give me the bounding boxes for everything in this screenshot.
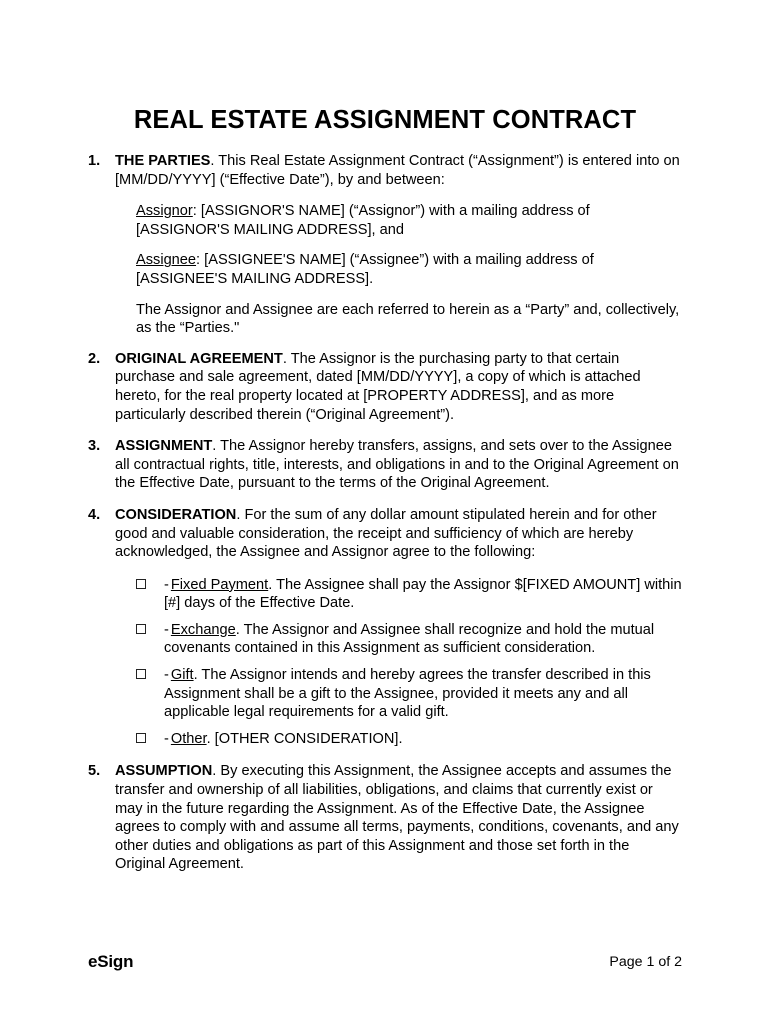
clause-heading: ORIGINAL AGREEMENT bbox=[115, 350, 283, 367]
consideration-option-exchange[interactable] bbox=[136, 621, 682, 658]
option-label: Gift bbox=[170, 667, 194, 684]
option-dash: - bbox=[164, 667, 169, 684]
option-label: Exchange bbox=[170, 621, 236, 638]
checkbox-icon[interactable] bbox=[136, 733, 146, 743]
checkbox-icon[interactable] bbox=[136, 669, 146, 679]
clause-number: 4. bbox=[88, 506, 101, 523]
clause-number: 2. bbox=[88, 350, 101, 367]
clause-assignment bbox=[88, 437, 682, 493]
clause-assumption bbox=[88, 762, 682, 874]
option-label: Other bbox=[170, 730, 207, 747]
assignor-text: : [ASSIGNOR'S NAME] (“Assignor”) with a mailing address of [ASSIGNOR'S MAILING ADDRESS], and bbox=[136, 203, 590, 238]
clause-original-agreement bbox=[88, 350, 682, 424]
page-footer bbox=[88, 950, 682, 974]
option-dash: - bbox=[164, 576, 169, 593]
document-body bbox=[88, 152, 682, 874]
assignee-label: Assignee bbox=[136, 252, 197, 269]
checkbox-icon[interactable] bbox=[136, 624, 146, 634]
clause-consideration bbox=[88, 506, 682, 562]
clause-text: . The Assignor hereby transfers, assigns, and sets over to the Assignee all contractual rights, title, interests, and obligations in and to the Original Agreement on the Effective Date, pursuant to the terms of the Original Agreement. bbox=[115, 438, 679, 492]
option-text: . [OTHER CONSIDERATION]. bbox=[206, 730, 403, 747]
clause-number: 1. bbox=[88, 153, 101, 169]
clause-text: . The Assignor is the purchasing party to that certain purchase and sale agreement, dated [MM/DD/YYYY], a copy of which is attached hereto, for the real property located at [PROPERTY ADDRESS], and as more particularly described therein (“Original Agreement”). bbox=[115, 350, 641, 423]
clause-heading: THE PARTIES bbox=[115, 153, 211, 169]
collective-parties-paragraph: The Assignor and Assignee are each referred to herein as a “Party” and, collectively, as the “Parties." bbox=[136, 301, 680, 337]
clause-number: 5. bbox=[88, 763, 101, 780]
clause-text: . By executing this Assignment, the Assignee accepts and assumes the transfer and ownership of all liabilities, obligations, and claims that currently exist or may in the future regarding the Assignment. As of the Effective Date, the Assignee agrees to comply with and assume all terms, payments, conditions, covenants, and any other duties and obligations as part of this Assignment and those set forth in the Original Agreement. bbox=[115, 763, 679, 873]
checkbox-icon[interactable] bbox=[136, 579, 146, 589]
assignor-label: Assignor bbox=[136, 203, 193, 220]
page-number: Page 1 of 2 bbox=[609, 954, 682, 970]
option-label: Fixed Payment bbox=[170, 576, 269, 593]
clause-text: . This Real Estate Assignment Contract (“Assignment”) is entered into on [MM/DD/YYYY] (“Effective Date”), by and between: bbox=[115, 153, 680, 188]
consideration-option-list bbox=[136, 576, 682, 749]
option-dash: - bbox=[164, 730, 169, 747]
consideration-option-gift[interactable] bbox=[136, 666, 682, 722]
clause-heading: ASSUMPTION bbox=[115, 763, 213, 780]
consideration-option-other[interactable] bbox=[136, 730, 682, 749]
consideration-option-fixed-payment[interactable] bbox=[136, 576, 682, 613]
option-dash: - bbox=[164, 621, 169, 638]
clause-number: 3. bbox=[88, 438, 101, 455]
assignee-paragraph bbox=[136, 251, 682, 288]
option-text: . The Assignor intends and hereby agrees the transfer described in this Assignment shall be a gift to the Assignee, provided it meets any and all applicable legal requirements for a valid gift. bbox=[164, 667, 651, 721]
clause-heading: ASSIGNMENT bbox=[115, 438, 213, 455]
assignor-paragraph bbox=[136, 202, 682, 239]
assignee-text: : [ASSIGNEE'S NAME] (“Assignee”) with a mailing address of [ASSIGNEE'S MAILING ADDRESS]. bbox=[136, 252, 594, 287]
esign-logo: eSign bbox=[88, 952, 134, 971]
clause-heading: CONSIDERATION bbox=[115, 506, 237, 523]
option-text: . The Assignee shall pay the Assignor $[FIXED AMOUNT] within [#] days of the Effective Date. bbox=[164, 576, 682, 612]
clause-the-parties bbox=[88, 152, 682, 189]
option-text: . The Assignor and Assignee shall recognize and hold the mutual covenants contained in this Assignment as sufficient consideration. bbox=[164, 621, 655, 657]
page-title: REAL ESTATE ASSIGNMENT CONTRACT bbox=[133, 106, 637, 135]
clause-text: . For the sum of any dollar amount stipulated herein and for other good and valuable consideration, the receipt and sufficiency of which are hereby acknowledged, the Assignee and Assignor agree to the following: bbox=[115, 506, 657, 561]
